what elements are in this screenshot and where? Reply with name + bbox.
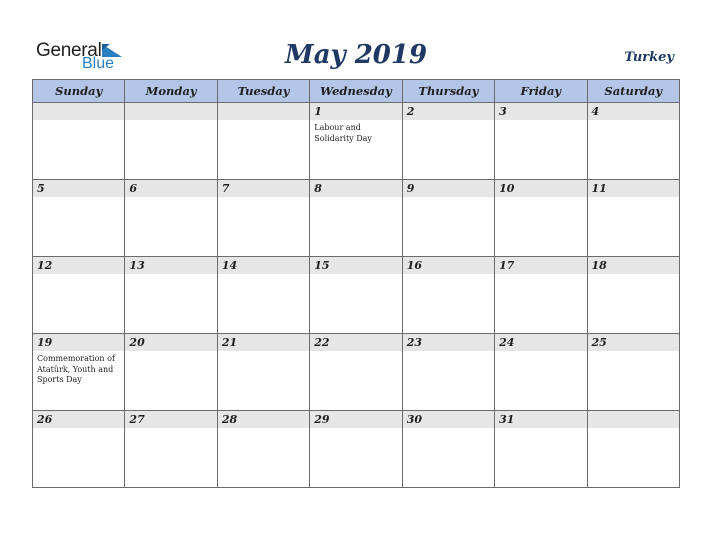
day-cell [310,103,402,180]
day-cell [587,334,679,411]
page-title: May 2019 [284,40,428,70]
day-number: 5 [33,180,124,197]
day-cell [125,334,217,411]
day-number: 10 [495,180,586,197]
week-row [33,334,680,411]
day-cell [310,257,402,334]
day-number: 20 [125,334,216,351]
day-number: 25 [588,334,679,351]
day-cell [402,180,494,257]
day-number: 2 [403,103,494,120]
day-cell [125,180,217,257]
day-cell [587,103,679,180]
day-cell [217,103,309,180]
day-cell [125,257,217,334]
day-number: 8 [310,180,401,197]
day-number: 22 [310,334,401,351]
day-number: 3 [495,103,586,120]
day-cell [402,257,494,334]
calendar-grid [32,79,680,488]
day-number: 29 [310,411,401,428]
day-cell [217,180,309,257]
weekday-sunday: Sunday [33,80,125,103]
day-cell [217,257,309,334]
day-number: 1 [310,103,401,120]
weekday-tuesday: Tuesday [217,80,309,103]
day-cell [33,411,125,488]
day-cell [33,103,125,180]
day-number: 30 [403,411,494,428]
day-cell [402,411,494,488]
day-cell [587,180,679,257]
day-cell [587,411,679,488]
day-cell [402,103,494,180]
day-cell [402,334,494,411]
day-number: 4 [588,103,679,120]
day-number: 13 [125,257,216,274]
weekday-friday: Friday [495,80,587,103]
country-label: Turkey [624,50,674,65]
day-number: 6 [125,180,216,197]
day-number: 21 [218,334,309,351]
day-number: 17 [495,257,586,274]
day-number: 19 [33,334,124,351]
day-number: 27 [125,411,216,428]
day-cell [310,411,402,488]
day-cell [310,334,402,411]
day-number: 18 [588,257,679,274]
week-row [33,103,680,180]
day-number: 31 [495,411,586,428]
day-number: 14 [218,257,309,274]
day-cell [217,411,309,488]
day-cell [217,334,309,411]
weekday-saturday: Saturday [587,80,679,103]
day-cell [33,180,125,257]
day-cell [495,411,587,488]
holiday-label: Labour and Solidarity Day [314,123,372,143]
day-cell [587,257,679,334]
week-row [33,180,680,257]
day-cell [125,103,217,180]
day-number: 15 [310,257,401,274]
weekday-thursday: Thursday [402,80,494,103]
day-cell [125,411,217,488]
holiday-label: Commemoration of Atatürk, Youth and Sports Day [37,354,115,384]
day-cell [33,257,125,334]
day-cell [495,257,587,334]
day-number: 28 [218,411,309,428]
day-number: 26 [33,411,124,428]
day-cell [310,180,402,257]
day-cell [495,103,587,180]
day-number: 24 [495,334,586,351]
day-number: 11 [588,180,679,197]
day-number: 12 [33,257,124,274]
day-number: 9 [403,180,494,197]
day-number: 16 [403,257,494,274]
week-row [33,257,680,334]
day-number [588,411,679,428]
week-row [33,411,680,488]
logo-general-text: General [36,40,102,61]
weekday-header-row [33,80,680,103]
day-number [125,103,216,120]
weekday-wednesday: Wednesday [310,80,402,103]
day-cell [495,334,587,411]
weekday-monday: Monday [125,80,217,103]
day-cell [33,334,125,411]
logo-blue-text: Blue [82,55,115,72]
day-cell [495,180,587,257]
day-number [33,103,124,120]
day-number [218,103,309,120]
day-number: 7 [218,180,309,197]
day-number: 23 [403,334,494,351]
